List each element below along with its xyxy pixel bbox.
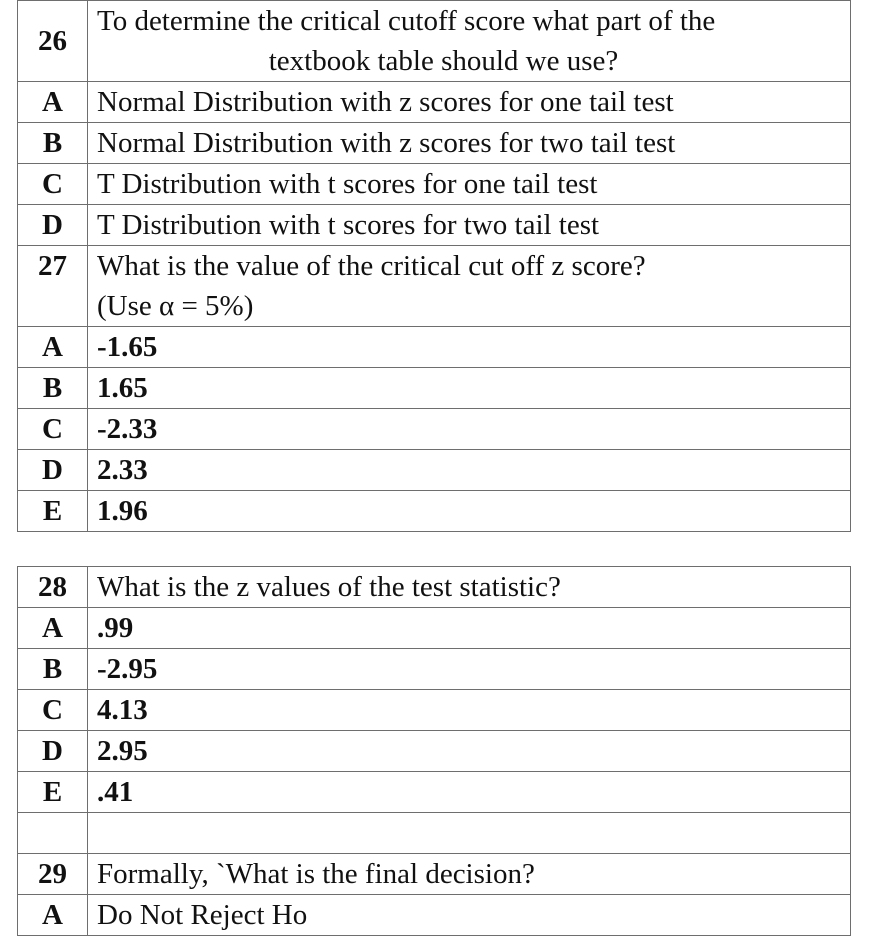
option-row[interactable] [18, 327, 851, 368]
question-text: What is the z values of the test statistic? [88, 567, 851, 608]
question-row-28 [18, 567, 851, 608]
option-letter: C [18, 690, 88, 731]
question-text: Formally, `What is the final decision? [88, 854, 851, 895]
option-text: 1.65 [88, 368, 851, 409]
option-row[interactable] [18, 895, 851, 936]
question-number: 26 [18, 1, 88, 82]
option-letter: E [18, 491, 88, 532]
option-letter: D [18, 205, 88, 246]
option-text: -2.95 [88, 649, 851, 690]
option-text: T Distribution with t scores for one tail test [88, 164, 851, 205]
question-text-line1: What is the value of the critical cut off z score? [97, 250, 646, 282]
option-row[interactable] [18, 450, 851, 491]
option-row[interactable] [18, 164, 851, 205]
question-row-26 [18, 1, 851, 82]
option-row[interactable] [18, 123, 851, 164]
option-text: Normal Distribution with z scores for two tail test [88, 123, 851, 164]
option-row[interactable] [18, 205, 851, 246]
question-number: 27 [18, 246, 88, 327]
quiz-table-lower [17, 566, 851, 936]
option-row[interactable] [18, 608, 851, 649]
option-text: Do Not Reject Ho [88, 895, 851, 936]
option-text: 4.13 [88, 690, 851, 731]
option-row[interactable] [18, 368, 851, 409]
option-text: .41 [88, 772, 851, 813]
option-row[interactable] [18, 649, 851, 690]
option-row[interactable] [18, 690, 851, 731]
option-letter: C [18, 409, 88, 450]
option-row[interactable] [18, 491, 851, 532]
option-text: -1.65 [88, 327, 851, 368]
option-text: -2.33 [88, 409, 851, 450]
option-letter: A [18, 895, 88, 936]
option-letter: D [18, 731, 88, 772]
option-text: 1.96 [88, 491, 851, 532]
question-text-line2: textbook table should we use? [268, 45, 619, 77]
option-text: Normal Distribution with z scores for one tail test [88, 82, 851, 123]
option-row[interactable] [18, 409, 851, 450]
option-letter: B [18, 123, 88, 164]
option-letter: A [18, 608, 88, 649]
option-text: .99 [88, 608, 851, 649]
question-text-line1: To determine the critical cutoff score what part of the [97, 5, 716, 37]
option-text: 2.95 [88, 731, 851, 772]
question-number: 28 [18, 567, 88, 608]
empty-row [18, 813, 851, 854]
option-row[interactable] [18, 82, 851, 123]
option-letter: A [18, 327, 88, 368]
option-row[interactable] [18, 772, 851, 813]
empty-cell [88, 813, 851, 854]
option-letter: A [18, 82, 88, 123]
option-text: T Distribution with t scores for two tail test [88, 205, 851, 246]
question-text-line2: (Use α = 5%) [97, 290, 254, 322]
option-letter: B [18, 368, 88, 409]
empty-cell [18, 813, 88, 854]
quiz-table-upper [17, 0, 851, 532]
option-letter: D [18, 450, 88, 491]
option-letter: C [18, 164, 88, 205]
question-text [88, 246, 851, 327]
option-row[interactable] [18, 731, 851, 772]
option-letter: B [18, 649, 88, 690]
option-text: 2.33 [88, 450, 851, 491]
question-row-27 [18, 246, 851, 327]
question-text [88, 1, 851, 82]
question-row-29 [18, 854, 851, 895]
question-number: 29 [18, 854, 88, 895]
option-letter: E [18, 772, 88, 813]
